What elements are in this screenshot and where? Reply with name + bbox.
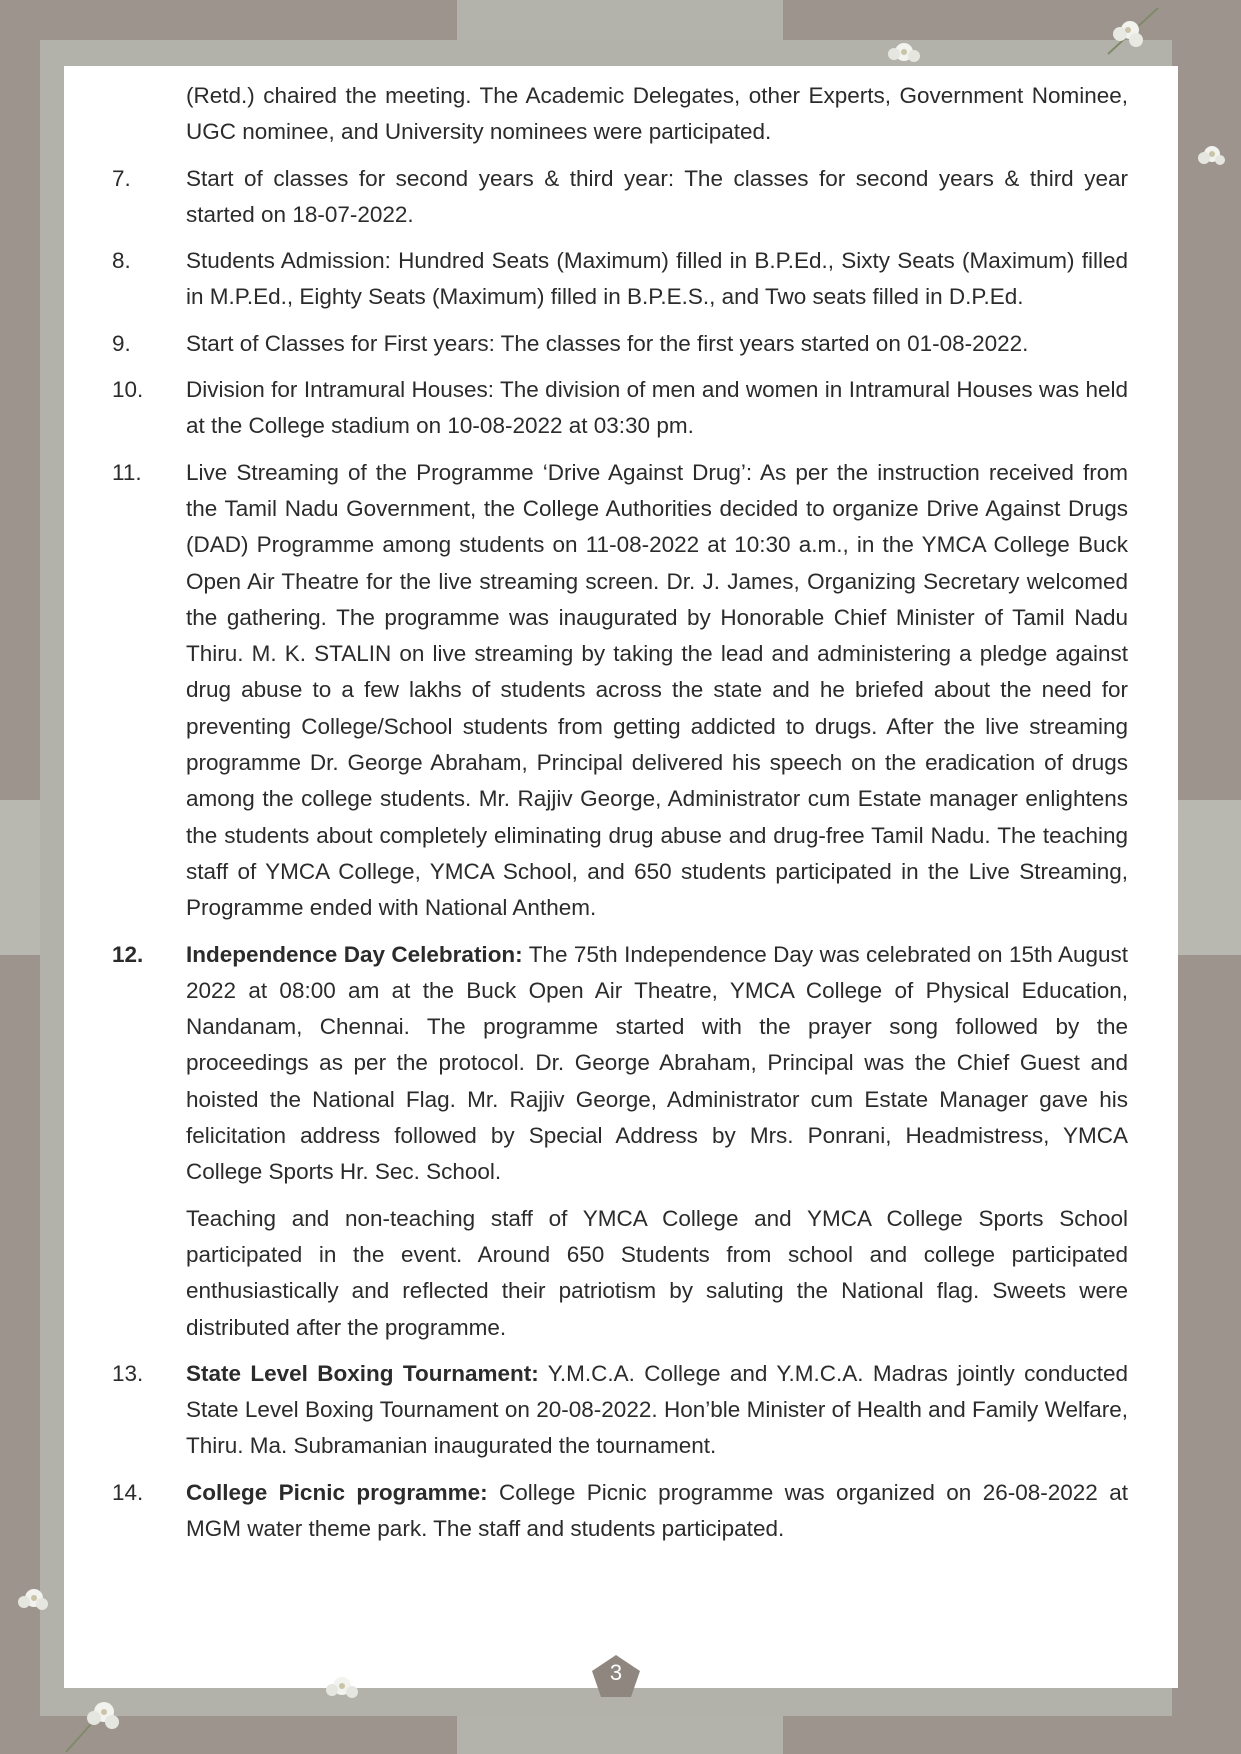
item-number: 12.: [112, 941, 144, 967]
list-item: [64, 455, 1178, 927]
top-band: [457, 0, 783, 42]
flower-icon: [1098, 6, 1168, 56]
item-number: 14.: [112, 1479, 144, 1505]
item-heading: Independence Day Celebration:: [186, 941, 523, 967]
item-text: The 75th Independence Day was celebrated on 15th August 2022 at 08:00 am at the Buck Open Air Theatre, YMCA College of Physical Education, Nandanam, Chennai. The programme started with the prayer song followed by the proceedings as per the protocol. Dr. George Abraham, Principal was the Chief Guest and hoisted the National Flag. Mr. Rajjiv George, Administrator cum Estate Manager gave his felicitation address followed by Special Address by Mrs. Ponrani, Headmistress, YMCA College Sports Hr. Sec. School.: [186, 941, 1128, 1185]
item-number: 7.: [112, 165, 131, 191]
item-text: Students Admission: Hundred Seats (Maximum) filled in B.P.Ed., Sixty Seats (Maximum) filled in M.P.Ed., Eighty Seats (Maximum) filled in B.P.E.S., and Two seats filled in D.P.Ed.: [186, 248, 1128, 310]
item-number: 8.: [112, 248, 131, 274]
list-item: [64, 1356, 1178, 1465]
document-body: [64, 66, 1178, 1688]
flower-icon: [8, 1578, 58, 1620]
flower-icon: [60, 1684, 130, 1754]
list-item: [64, 243, 1178, 316]
list-item: [64, 326, 1178, 362]
item-text: Live Streaming of the Programme ‘Drive Against Drug’: As per the instruction received from the Tamil Nadu Government, the College Authorities decided to organize Drive Against Drugs (DAD) Programme among students on 11-08-2022 at 10:30 a.m., in the YMCA College Buck Open Air Theatre for the live streaming screen. Dr. J. James, Organizing Secretary welcomed the gathering. The programme was inaugurated by Honorable Chief Minister of Tamil Nadu Thiru. M. K. STALIN on live streaming by taking the lead and administering a pledge against drug abuse to a few lakhs of students across the state and he briefed about the need for preventing College/School students from getting addicted to drugs. After the live streaming programme Dr. George Abraham, Principal delivered his speech on the eradication of drugs among the college students. Mr. Rajjiv George, Administrator cum Estate manager enlightens the students about completely eliminating drug abuse and drug-free Tamil Nadu. The teaching staff of YMCA College, YMCA School, and 650 students participated in the Live Streaming, Programme ended with National Anthem.: [186, 459, 1128, 921]
item-heading: State Level Boxing Tournament:: [186, 1360, 539, 1386]
page-number-badge: [591, 1654, 641, 1698]
list-item: [64, 937, 1178, 1191]
item-text: Y.M.C.A. College and Y.M.C.A. Madras jointly conducted State Level Boxing Tournament on 20-08-2022. Hon’ble Minister of Health and Family Welfare, Thiru. Ma. Subramanian inaugurated the tournament.: [186, 1360, 1128, 1459]
item-heading: College Picnic programme:: [186, 1479, 488, 1505]
list-item: [64, 1475, 1178, 1548]
item-number: 13.: [112, 1360, 144, 1386]
item-text: Division for Intramural Houses: The division of men and women in Intramural Houses was held at the College stadium on 10-08-2022 at 03:30 pm.: [186, 377, 1128, 439]
item-number: 11.: [112, 459, 142, 485]
bottom-band: [457, 1714, 783, 1754]
list-item: [64, 372, 1178, 445]
item-text: Start of classes for second years & third year: The classes for second years & third year started on 18-07-2022.: [186, 165, 1128, 227]
page-number: 3: [609, 1660, 623, 1685]
item-text: Start of Classes for First years: The classes for the first years started on 01-08-2022.: [186, 330, 1029, 356]
item-12-continuation: Teaching and non-teaching staff of YMCA College and YMCA College Sports School participated in the event. Around 650 Students from school and college participated enthusiastically and reflected their patriotism by saluting the National flag. Sweets were distributed after the programme.: [186, 1205, 1128, 1340]
intro-continuation: (Retd.) chaired the meeting. The Academic Delegates, other Experts, Government Nominee, UGC nominee, and University nominees were participated.: [186, 83, 1128, 145]
list-item: [64, 161, 1178, 234]
flower-icon: [1190, 134, 1238, 174]
item-text: College Picnic programme was organized on 26-08-2022 at MGM water theme park. The staff and students participated.: [186, 1479, 1128, 1541]
item-number: 9.: [112, 330, 131, 356]
item-number: 10.: [112, 377, 144, 403]
